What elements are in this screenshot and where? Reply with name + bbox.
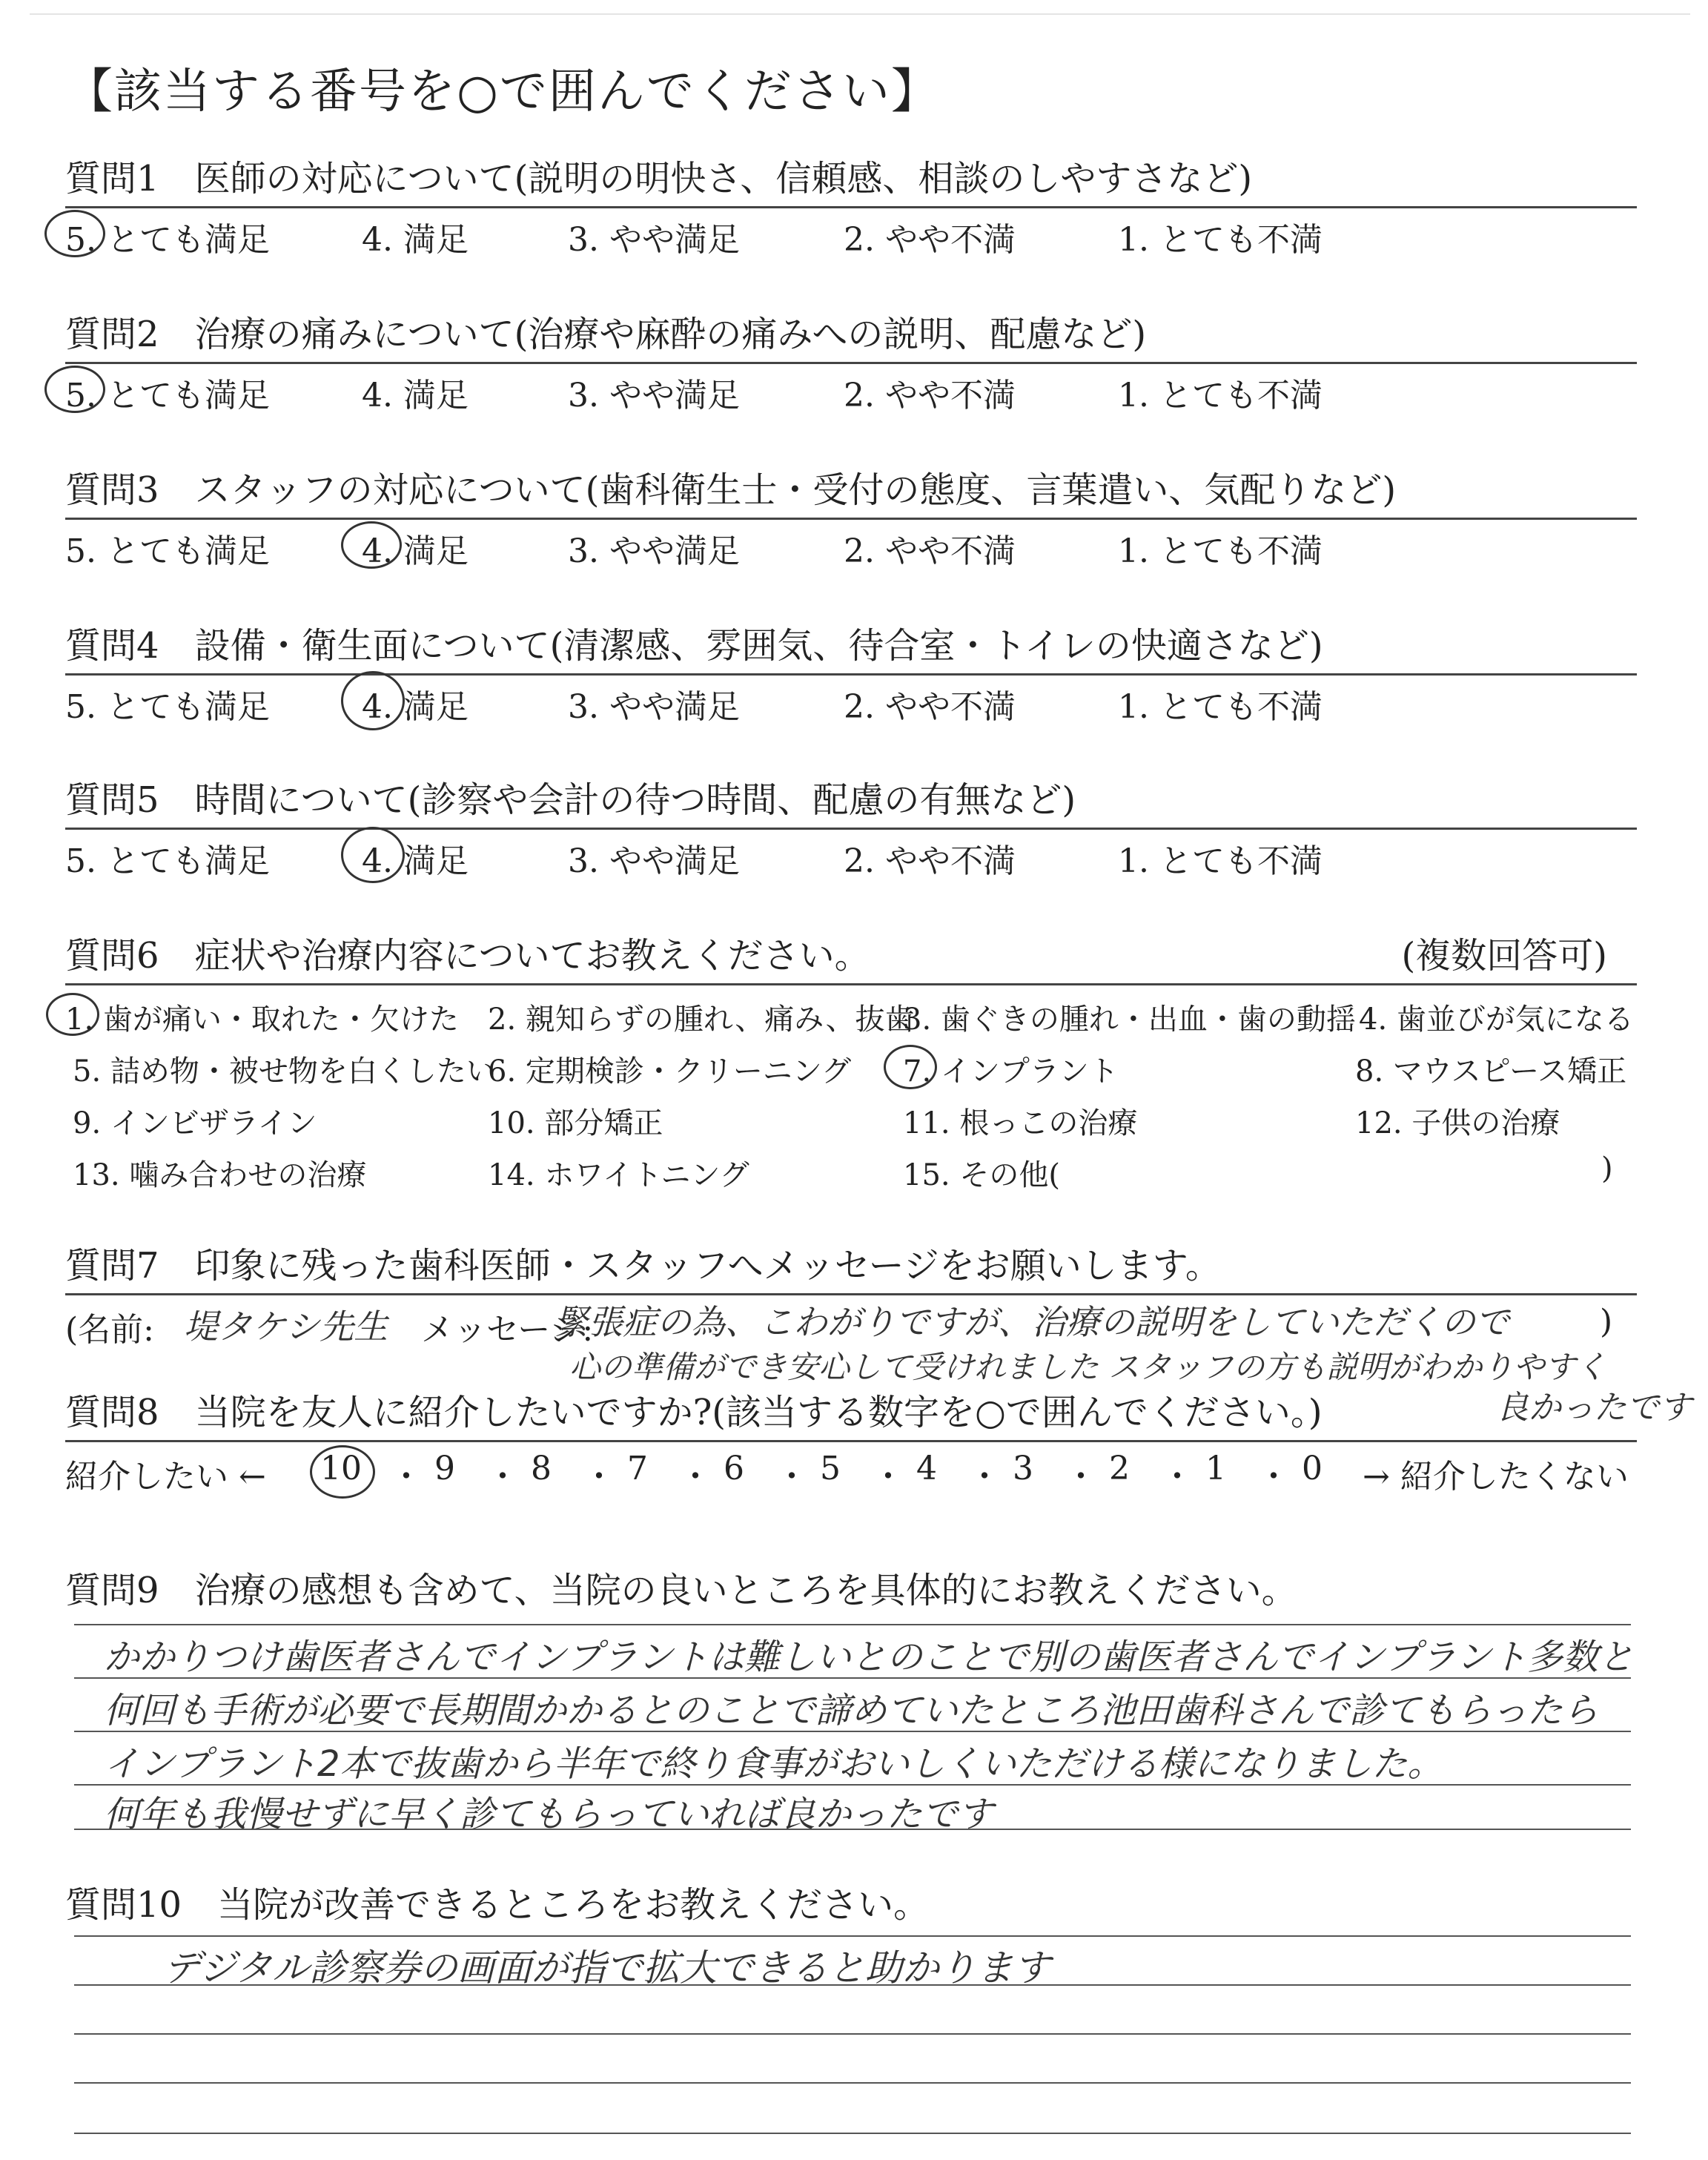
option-2[interactable]: 2. やや不満 [844, 221, 1016, 259]
question-text: スタッフの対応について(歯科衛生士・受付の態度、言葉遣い、気配りなど) [194, 469, 1397, 511]
symptom-option[interactable]: 13. 噛み合わせの治療 [73, 1158, 367, 1192]
question-label: 質問10 [65, 1884, 182, 1926]
symptom-options [65, 985, 1637, 1208]
question-label: 質問6 [65, 935, 159, 977]
rating-options [65, 830, 1637, 882]
answer-line [74, 1624, 1631, 1625]
question-2 [65, 310, 1637, 416]
question-text: 治療の感想も含めて、当院の良いところを具体的にお教えください。 [194, 1570, 1297, 1611]
question-text: 設備・衛生面について(清潔感、雰囲気、待合室・トイレの快適さなど) [194, 625, 1323, 667]
scale-left-label: 紹介したい ← [65, 1458, 266, 1496]
option-5[interactable]: 5. とても満足 [65, 842, 270, 880]
question-text: 症状や治療内容についてお教えください。 [194, 935, 870, 977]
question-7 [65, 1241, 1637, 1407]
option-5[interactable]: 5. とても満足 [65, 532, 270, 570]
question-label: 質問5 [65, 779, 159, 821]
scale-value[interactable]: 4 [916, 1450, 937, 1487]
symptom-option[interactable]: 7. インプラント [903, 1054, 1119, 1089]
option-3[interactable]: 3. やや満足 [568, 842, 740, 880]
symptom-option[interactable]: 3. 歯ぐきの腫れ・出血・歯の動揺 [903, 1003, 1356, 1037]
other-close-paren: ) [1601, 1152, 1613, 1186]
question-1 [65, 154, 1637, 260]
scale-right-label: → 紹介したくない [1363, 1458, 1629, 1496]
question-label: 質問2 [65, 314, 159, 355]
option-2[interactable]: 2. やや不満 [844, 688, 1016, 726]
question-6 [65, 931, 1637, 1208]
scale-value[interactable]: 5 [820, 1450, 841, 1487]
option-5[interactable]: 5. とても満足 [65, 377, 270, 415]
scale-value[interactable]: 2 [1109, 1450, 1130, 1487]
symptom-option[interactable]: 1. 歯が痛い・取れた・欠けた [65, 1003, 459, 1037]
scale-separator: ・ [1065, 1458, 1097, 1496]
name-value[interactable]: 堤タケシ先生 [184, 1307, 388, 1347]
question-text: 時間について(診察や会計の待つ時間、配慮の有無など) [194, 779, 1076, 821]
multiple-answers-note: (複数回答可) [1401, 935, 1607, 977]
answer-line [74, 1935, 1631, 1937]
top-border [30, 13, 1690, 15]
handwritten-answer[interactable]: 何年も我慢せずに早く診てもらっていれば良かったです [104, 1794, 994, 1835]
question-label: 質問7 [65, 1245, 159, 1287]
scale-separator: ・ [775, 1458, 808, 1496]
page-title: 【該当する番号を○で囲んでください】 [65, 65, 940, 119]
message-close-paren: ) [1600, 1303, 1613, 1341]
question-label: 質問1 [65, 158, 159, 199]
scale-value[interactable]: 8 [531, 1450, 552, 1487]
option-4[interactable]: 4. 満足 [362, 377, 469, 415]
question-text: 治療の痛みについて(治療や麻酔の痛みへの説明、配慮など) [194, 314, 1147, 355]
rating-options [65, 676, 1637, 727]
scale-value[interactable]: 1 [1205, 1450, 1226, 1487]
question-text: 医師の対応について(説明の明快さ、信頼感、相談のしやすさなど) [194, 158, 1253, 199]
scale-value[interactable]: 6 [724, 1450, 744, 1487]
scale-separator: ・ [679, 1458, 712, 1496]
scale-separator: ・ [968, 1458, 1001, 1496]
handwritten-answer[interactable]: インプラント2本で抜歯から半年で終り食事がおいしくいただける様になりました。 [104, 1743, 1443, 1785]
rating-options [65, 520, 1637, 572]
message-line[interactable]: 良かったです [1496, 1389, 1692, 1427]
symptom-option[interactable]: 2. 親知らずの腫れ、痛み、抜歯 [488, 1003, 915, 1037]
question-text: 印象に残った歯科医師・スタッフへメッセージをお願いします。 [194, 1245, 1221, 1287]
symptom-option[interactable]: 11. 根っこの治療 [903, 1106, 1138, 1140]
name-label: (名前: [65, 1311, 154, 1349]
scale-separator: ・ [872, 1458, 904, 1496]
message-label: メッセージ: [421, 1311, 594, 1349]
option-3[interactable]: 3. やや満足 [568, 532, 740, 570]
option-2[interactable]: 2. やや不満 [844, 377, 1016, 415]
question-label: 質問3 [65, 469, 159, 511]
scale-separator: ・ [1257, 1458, 1290, 1496]
question-label: 質問8 [65, 1392, 159, 1433]
question-8 [65, 1388, 1692, 1502]
scale-value[interactable]: 3 [1013, 1450, 1033, 1487]
answer-line [74, 2033, 1631, 2035]
scale-value[interactable]: 7 [627, 1450, 648, 1487]
answer-line [74, 2082, 1631, 2084]
question-5 [65, 776, 1637, 882]
question-9 [65, 1566, 1637, 1615]
symptom-option[interactable]: 9. インビザライン [73, 1106, 317, 1140]
question-3 [65, 466, 1637, 572]
option-2[interactable]: 2. やや不満 [844, 842, 1016, 880]
scale-separator: ・ [486, 1458, 519, 1496]
symptom-option[interactable]: 10. 部分矯正 [488, 1106, 663, 1140]
symptom-option[interactable]: 4. 歯並びが気になる [1359, 1003, 1634, 1037]
option-5[interactable]: 5. とても満足 [65, 221, 270, 259]
option-1[interactable]: 1. とても不満 [1118, 221, 1323, 259]
scale-separator: ・ [583, 1458, 615, 1496]
handwritten-answer[interactable]: 何回も手術が必要で長期間かかるとのことで諦めていたところ池田歯科さんで診てもらったら [104, 1690, 1599, 1731]
symptom-option[interactable]: 14. ホワイトニング [488, 1158, 749, 1192]
option-3[interactable]: 3. やや満足 [568, 221, 740, 259]
handwritten-answer[interactable]: かかりつけ歯医者さんでインプラントは難しいとのことで別の歯医者さんでインプラント多数と [104, 1636, 1635, 1678]
option-1[interactable]: 1. とても不満 [1118, 842, 1323, 880]
question-4 [65, 621, 1637, 727]
question-label: 質問4 [65, 625, 159, 667]
scale-value[interactable]: 10 [320, 1450, 362, 1487]
option-1[interactable]: 1. とても不満 [1118, 688, 1323, 726]
rating-options [65, 208, 1637, 260]
scale-value[interactable]: 9 [434, 1450, 455, 1487]
handwritten-answer[interactable]: デジタル診察券の画面が指で拡大できると助かります [163, 1946, 1050, 1989]
symptom-option[interactable]: 6. 定期検診・クリーニング [488, 1054, 852, 1089]
symptom-option[interactable]: 5. 詰め物・被せ物を白くしたい [73, 1054, 496, 1089]
option-1[interactable]: 1. とても不満 [1118, 532, 1323, 570]
scale-value[interactable]: 0 [1302, 1450, 1323, 1487]
answer-line [74, 2133, 1631, 2134]
option-4[interactable]: 4. 満足 [362, 532, 469, 570]
option-1[interactable]: 1. とても不満 [1118, 377, 1323, 415]
symptom-option[interactable]: 15. その他( [903, 1158, 1060, 1192]
option-4[interactable]: 4. 満足 [362, 221, 469, 259]
symptom-option[interactable]: 8. マウスピース矯正 [1355, 1054, 1627, 1089]
option-5[interactable]: 5. とても満足 [65, 688, 270, 726]
message-line[interactable]: 緊張症の為、こわがりですが、治療の説明をしていただくので [555, 1302, 1509, 1342]
question-text: 当院が改善できるところをお教えください。 [217, 1884, 930, 1926]
message-line[interactable]: 心の準備ができ安心して受けれました スタッフの方も説明がわかりやすく [569, 1349, 1607, 1385]
symptom-option[interactable]: 12. 子供の治療 [1355, 1106, 1560, 1140]
recommend-scale [65, 1442, 1637, 1502]
option-2[interactable]: 2. やや不満 [844, 532, 1016, 570]
question-10 [65, 1880, 1637, 1929]
option-3[interactable]: 3. やや満足 [568, 688, 740, 726]
scale-separator: ・ [390, 1458, 423, 1496]
scale-separator: ・ [1161, 1458, 1194, 1496]
option-3[interactable]: 3. やや満足 [568, 377, 740, 415]
option-4[interactable]: 4. 満足 [362, 842, 469, 880]
option-4[interactable]: 4. 満足 [362, 688, 469, 726]
rating-options [65, 364, 1637, 416]
question-text: 当院を友人に紹介したいですか?(該当する数字を○で囲んでください。) [194, 1392, 1323, 1433]
question-label: 質問9 [65, 1570, 159, 1611]
